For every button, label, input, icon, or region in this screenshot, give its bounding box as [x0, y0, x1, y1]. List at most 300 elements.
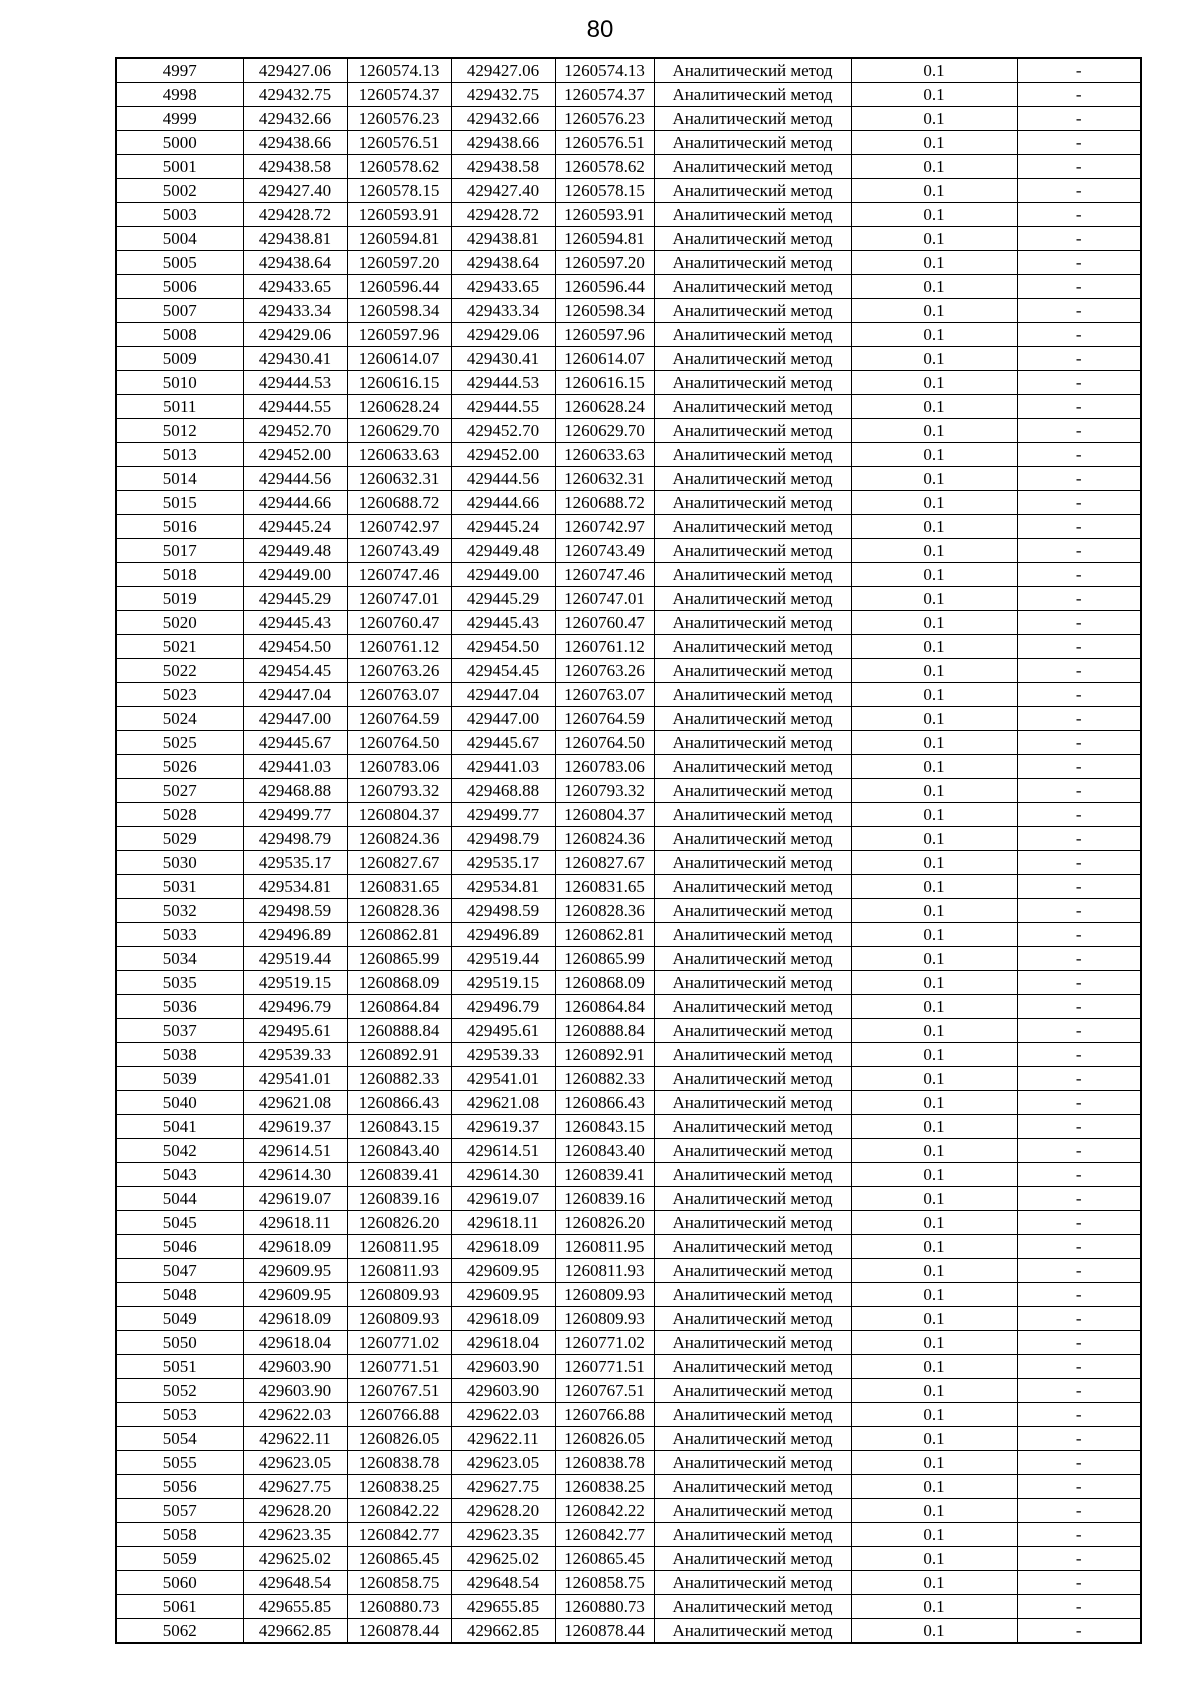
note-cell: -	[1017, 1571, 1141, 1595]
accuracy-cell: 0.1	[851, 1595, 1017, 1619]
y-coordinate-cell: 1260824.36	[555, 827, 654, 851]
coordinates-table	[115, 57, 1142, 1644]
x-coordinate-cell: 429541.01	[243, 1067, 347, 1091]
note-cell: -	[1017, 659, 1141, 683]
y-coordinate-cell: 1260771.02	[555, 1331, 654, 1355]
method-cell: Аналитический метод	[654, 971, 851, 995]
note-cell: -	[1017, 539, 1141, 563]
accuracy-cell: 0.1	[851, 1499, 1017, 1523]
method-cell: Аналитический метод	[654, 155, 851, 179]
point-number-cell: 5010	[116, 371, 243, 395]
note-cell: -	[1017, 635, 1141, 659]
table-row	[116, 1499, 1141, 1523]
table-row	[116, 83, 1141, 107]
y-coordinate-cell: 1260763.07	[555, 683, 654, 707]
x-coordinate-cell: 429535.17	[243, 851, 347, 875]
note-cell: -	[1017, 1139, 1141, 1163]
x-coordinate-cell: 429609.95	[243, 1259, 347, 1283]
table-row	[116, 1043, 1141, 1067]
point-number-cell: 5006	[116, 275, 243, 299]
point-number-cell: 5007	[116, 299, 243, 323]
table-row	[116, 1307, 1141, 1331]
y-coordinate-cell: 1260597.20	[347, 251, 451, 275]
y-coordinate-cell: 1260594.81	[555, 227, 654, 251]
y-coordinate-cell: 1260804.37	[555, 803, 654, 827]
accuracy-cell: 0.1	[851, 83, 1017, 107]
y-coordinate-cell: 1260764.59	[347, 707, 451, 731]
x-coordinate-cell: 429432.66	[243, 107, 347, 131]
x-coordinate-cell: 429619.37	[243, 1115, 347, 1139]
x-coordinate-cell: 429430.41	[243, 347, 347, 371]
accuracy-cell: 0.1	[851, 1283, 1017, 1307]
x-coordinate-cell: 429428.72	[243, 203, 347, 227]
x-coordinate-cell: 429429.06	[451, 323, 555, 347]
x-coordinate-cell: 429454.45	[243, 659, 347, 683]
point-number-cell: 5032	[116, 899, 243, 923]
table-row	[116, 731, 1141, 755]
accuracy-cell: 0.1	[851, 107, 1017, 131]
table-row	[116, 1523, 1141, 1547]
y-coordinate-cell: 1260827.67	[347, 851, 451, 875]
method-cell: Аналитический метод	[654, 1043, 851, 1067]
y-coordinate-cell: 1260811.95	[555, 1235, 654, 1259]
y-coordinate-cell: 1260761.12	[555, 635, 654, 659]
accuracy-cell: 0.1	[851, 1187, 1017, 1211]
note-cell: -	[1017, 827, 1141, 851]
table-row	[116, 1475, 1141, 1499]
point-number-cell: 5027	[116, 779, 243, 803]
y-coordinate-cell: 1260628.24	[555, 395, 654, 419]
table-row	[116, 395, 1141, 419]
accuracy-cell: 0.1	[851, 1523, 1017, 1547]
point-number-cell: 5035	[116, 971, 243, 995]
page-number: 80	[586, 16, 614, 43]
x-coordinate-cell: 429622.03	[243, 1403, 347, 1427]
x-coordinate-cell: 429539.33	[243, 1043, 347, 1067]
table-row	[116, 1259, 1141, 1283]
point-number-cell: 5047	[116, 1259, 243, 1283]
point-number-cell: 5012	[116, 419, 243, 443]
y-coordinate-cell: 1260616.15	[347, 371, 451, 395]
method-cell: Аналитический метод	[654, 1163, 851, 1187]
y-coordinate-cell: 1260811.93	[555, 1259, 654, 1283]
y-coordinate-cell: 1260858.75	[555, 1571, 654, 1595]
x-coordinate-cell: 429452.00	[451, 443, 555, 467]
x-coordinate-cell: 429496.79	[243, 995, 347, 1019]
y-coordinate-cell: 1260771.02	[347, 1331, 451, 1355]
point-number-cell: 5024	[116, 707, 243, 731]
x-coordinate-cell: 429445.29	[243, 587, 347, 611]
point-number-cell: 5036	[116, 995, 243, 1019]
y-coordinate-cell: 1260839.16	[555, 1187, 654, 1211]
note-cell: -	[1017, 1091, 1141, 1115]
point-number-cell: 5055	[116, 1451, 243, 1475]
note-cell: -	[1017, 563, 1141, 587]
point-number-cell: 5051	[116, 1355, 243, 1379]
point-number-cell: 5058	[116, 1523, 243, 1547]
note-cell: -	[1017, 1235, 1141, 1259]
note-cell: -	[1017, 1259, 1141, 1283]
table-row	[116, 875, 1141, 899]
y-coordinate-cell: 1260632.31	[555, 467, 654, 491]
note-cell: -	[1017, 83, 1141, 107]
method-cell: Аналитический метод	[654, 707, 851, 731]
y-coordinate-cell: 1260866.43	[555, 1091, 654, 1115]
x-coordinate-cell: 429622.11	[451, 1427, 555, 1451]
method-cell: Аналитический метод	[654, 107, 851, 131]
method-cell: Аналитический метод	[654, 635, 851, 659]
y-coordinate-cell: 1260594.81	[347, 227, 451, 251]
y-coordinate-cell: 1260882.33	[555, 1067, 654, 1091]
accuracy-cell: 0.1	[851, 1331, 1017, 1355]
x-coordinate-cell: 429427.40	[451, 179, 555, 203]
point-number-cell: 5045	[116, 1211, 243, 1235]
method-cell: Аналитический метод	[654, 1499, 851, 1523]
x-coordinate-cell: 429618.09	[451, 1235, 555, 1259]
method-cell: Аналитический метод	[654, 683, 851, 707]
y-coordinate-cell: 1260764.50	[347, 731, 451, 755]
method-cell: Аналитический метод	[654, 1259, 851, 1283]
method-cell: Аналитический метод	[654, 563, 851, 587]
x-coordinate-cell: 429618.04	[451, 1331, 555, 1355]
x-coordinate-cell: 429449.00	[243, 563, 347, 587]
accuracy-cell: 0.1	[851, 1067, 1017, 1091]
x-coordinate-cell: 429623.35	[451, 1523, 555, 1547]
y-coordinate-cell: 1260763.26	[555, 659, 654, 683]
method-cell: Аналитический метод	[654, 539, 851, 563]
note-cell: -	[1017, 1355, 1141, 1379]
x-coordinate-cell: 429619.07	[243, 1187, 347, 1211]
y-coordinate-cell: 1260576.23	[347, 107, 451, 131]
table-row	[116, 107, 1141, 131]
y-coordinate-cell: 1260793.32	[347, 779, 451, 803]
accuracy-cell: 0.1	[851, 299, 1017, 323]
y-coordinate-cell: 1260882.33	[347, 1067, 451, 1091]
x-coordinate-cell: 429618.11	[451, 1211, 555, 1235]
accuracy-cell: 0.1	[851, 1019, 1017, 1043]
y-coordinate-cell: 1260843.15	[555, 1115, 654, 1139]
y-coordinate-cell: 1260839.16	[347, 1187, 451, 1211]
x-coordinate-cell: 429618.11	[243, 1211, 347, 1235]
y-coordinate-cell: 1260578.62	[555, 155, 654, 179]
method-cell: Аналитический метод	[654, 419, 851, 443]
table-row	[116, 467, 1141, 491]
accuracy-cell: 0.1	[851, 851, 1017, 875]
x-coordinate-cell: 429619.07	[451, 1187, 555, 1211]
y-coordinate-cell: 1260766.88	[555, 1403, 654, 1427]
accuracy-cell: 0.1	[851, 155, 1017, 179]
table-row	[116, 779, 1141, 803]
x-coordinate-cell: 429438.66	[243, 131, 347, 155]
table-row	[116, 371, 1141, 395]
y-coordinate-cell: 1260783.06	[347, 755, 451, 779]
table-row	[116, 58, 1141, 83]
x-coordinate-cell: 429427.06	[451, 58, 555, 83]
x-coordinate-cell: 429628.20	[243, 1499, 347, 1523]
x-coordinate-cell: 429623.05	[243, 1451, 347, 1475]
accuracy-cell: 0.1	[851, 779, 1017, 803]
y-coordinate-cell: 1260597.96	[347, 323, 451, 347]
y-coordinate-cell: 1260629.70	[347, 419, 451, 443]
accuracy-cell: 0.1	[851, 323, 1017, 347]
method-cell: Аналитический метод	[654, 611, 851, 635]
y-coordinate-cell: 1260793.32	[555, 779, 654, 803]
point-number-cell: 5049	[116, 1307, 243, 1331]
x-coordinate-cell: 429609.95	[451, 1259, 555, 1283]
y-coordinate-cell: 1260828.36	[555, 899, 654, 923]
method-cell: Аналитический метод	[654, 203, 851, 227]
point-number-cell: 5053	[116, 1403, 243, 1427]
table-row	[116, 515, 1141, 539]
accuracy-cell: 0.1	[851, 1403, 1017, 1427]
note-cell: -	[1017, 467, 1141, 491]
y-coordinate-cell: 1260824.36	[347, 827, 451, 851]
y-coordinate-cell: 1260809.93	[347, 1307, 451, 1331]
x-coordinate-cell: 429452.00	[243, 443, 347, 467]
accuracy-cell: 0.1	[851, 1355, 1017, 1379]
point-number-cell: 5018	[116, 563, 243, 587]
x-coordinate-cell: 429432.66	[451, 107, 555, 131]
table-row	[116, 275, 1141, 299]
point-number-cell: 5060	[116, 1571, 243, 1595]
accuracy-cell: 0.1	[851, 1475, 1017, 1499]
accuracy-cell: 0.1	[851, 947, 1017, 971]
y-coordinate-cell: 1260747.46	[347, 563, 451, 587]
y-coordinate-cell: 1260633.63	[555, 443, 654, 467]
y-coordinate-cell: 1260864.84	[347, 995, 451, 1019]
x-coordinate-cell: 429468.88	[451, 779, 555, 803]
table-row	[116, 851, 1141, 875]
table-row	[116, 227, 1141, 251]
y-coordinate-cell: 1260842.22	[555, 1499, 654, 1523]
table-row	[116, 803, 1141, 827]
x-coordinate-cell: 429449.48	[243, 539, 347, 563]
note-cell: -	[1017, 515, 1141, 539]
note-cell: -	[1017, 803, 1141, 827]
y-coordinate-cell: 1260764.50	[555, 731, 654, 755]
x-coordinate-cell: 429603.90	[451, 1355, 555, 1379]
method-cell: Аналитический метод	[654, 1307, 851, 1331]
y-coordinate-cell: 1260864.84	[555, 995, 654, 1019]
table-row	[116, 491, 1141, 515]
note-cell: -	[1017, 1523, 1141, 1547]
y-coordinate-cell: 1260597.96	[555, 323, 654, 347]
y-coordinate-cell: 1260880.73	[347, 1595, 451, 1619]
accuracy-cell: 0.1	[851, 1571, 1017, 1595]
method-cell: Аналитический метод	[654, 1115, 851, 1139]
x-coordinate-cell: 429449.48	[451, 539, 555, 563]
point-number-cell: 5057	[116, 1499, 243, 1523]
method-cell: Аналитический метод	[654, 755, 851, 779]
point-number-cell: 5023	[116, 683, 243, 707]
note-cell: -	[1017, 491, 1141, 515]
table-row	[116, 587, 1141, 611]
table-row	[116, 1571, 1141, 1595]
x-coordinate-cell: 429609.95	[243, 1283, 347, 1307]
accuracy-cell: 0.1	[851, 227, 1017, 251]
accuracy-cell: 0.1	[851, 995, 1017, 1019]
x-coordinate-cell: 429445.29	[451, 587, 555, 611]
point-number-cell: 5043	[116, 1163, 243, 1187]
accuracy-cell: 0.1	[851, 635, 1017, 659]
y-coordinate-cell: 1260763.26	[347, 659, 451, 683]
table-body	[116, 58, 1141, 1643]
note-cell: -	[1017, 1451, 1141, 1475]
x-coordinate-cell: 429655.85	[451, 1595, 555, 1619]
x-coordinate-cell: 429441.03	[451, 755, 555, 779]
table-row	[116, 1139, 1141, 1163]
table-row	[116, 1355, 1141, 1379]
x-coordinate-cell: 429519.44	[243, 947, 347, 971]
y-coordinate-cell: 1260598.34	[347, 299, 451, 323]
method-cell: Аналитический метод	[654, 875, 851, 899]
table-row	[116, 1547, 1141, 1571]
y-coordinate-cell: 1260828.36	[347, 899, 451, 923]
accuracy-cell: 0.1	[851, 1139, 1017, 1163]
x-coordinate-cell: 429495.61	[243, 1019, 347, 1043]
accuracy-cell: 0.1	[851, 683, 1017, 707]
accuracy-cell: 0.1	[851, 203, 1017, 227]
x-coordinate-cell: 429430.41	[451, 347, 555, 371]
y-coordinate-cell: 1260843.40	[347, 1139, 451, 1163]
point-number-cell: 5002	[116, 179, 243, 203]
x-coordinate-cell: 429648.54	[243, 1571, 347, 1595]
x-coordinate-cell: 429452.70	[451, 419, 555, 443]
y-coordinate-cell: 1260576.51	[555, 131, 654, 155]
table-row	[116, 1619, 1141, 1644]
table-row	[116, 1163, 1141, 1187]
accuracy-cell: 0.1	[851, 1043, 1017, 1067]
y-coordinate-cell: 1260688.72	[555, 491, 654, 515]
y-coordinate-cell: 1260783.06	[555, 755, 654, 779]
x-coordinate-cell: 429445.43	[243, 611, 347, 635]
table-row	[116, 923, 1141, 947]
method-cell: Аналитический метод	[654, 443, 851, 467]
y-coordinate-cell: 1260892.91	[555, 1043, 654, 1067]
accuracy-cell: 0.1	[851, 251, 1017, 275]
note-cell: -	[1017, 107, 1141, 131]
y-coordinate-cell: 1260688.72	[347, 491, 451, 515]
y-coordinate-cell: 1260866.43	[347, 1091, 451, 1115]
x-coordinate-cell: 429447.00	[451, 707, 555, 731]
point-number-cell: 5008	[116, 323, 243, 347]
y-coordinate-cell: 1260826.20	[555, 1211, 654, 1235]
y-coordinate-cell: 1260578.15	[555, 179, 654, 203]
y-coordinate-cell: 1260826.20	[347, 1211, 451, 1235]
y-coordinate-cell: 1260843.15	[347, 1115, 451, 1139]
table-row	[116, 347, 1141, 371]
accuracy-cell: 0.1	[851, 467, 1017, 491]
table-row	[116, 1331, 1141, 1355]
y-coordinate-cell: 1260809.93	[555, 1283, 654, 1307]
method-cell: Аналитический метод	[654, 347, 851, 371]
y-coordinate-cell: 1260842.22	[347, 1499, 451, 1523]
point-number-cell: 5050	[116, 1331, 243, 1355]
method-cell: Аналитический метод	[654, 1547, 851, 1571]
note-cell: -	[1017, 395, 1141, 419]
y-coordinate-cell: 1260596.44	[555, 275, 654, 299]
x-coordinate-cell: 429539.33	[451, 1043, 555, 1067]
accuracy-cell: 0.1	[851, 971, 1017, 995]
x-coordinate-cell: 429541.01	[451, 1067, 555, 1091]
point-number-cell: 5025	[116, 731, 243, 755]
y-coordinate-cell: 1260597.20	[555, 251, 654, 275]
point-number-cell: 5020	[116, 611, 243, 635]
note-cell: -	[1017, 611, 1141, 635]
accuracy-cell: 0.1	[851, 347, 1017, 371]
accuracy-cell: 0.1	[851, 58, 1017, 83]
x-coordinate-cell: 429441.03	[243, 755, 347, 779]
y-coordinate-cell: 1260838.25	[347, 1475, 451, 1499]
accuracy-cell: 0.1	[851, 707, 1017, 731]
y-coordinate-cell: 1260839.41	[347, 1163, 451, 1187]
y-coordinate-cell: 1260598.34	[555, 299, 654, 323]
method-cell: Аналитический метод	[654, 1523, 851, 1547]
accuracy-cell: 0.1	[851, 827, 1017, 851]
method-cell: Аналитический метод	[654, 827, 851, 851]
point-number-cell: 5044	[116, 1187, 243, 1211]
y-coordinate-cell: 1260831.65	[555, 875, 654, 899]
x-coordinate-cell: 429445.43	[451, 611, 555, 635]
x-coordinate-cell: 429444.55	[243, 395, 347, 419]
table-row	[116, 1403, 1141, 1427]
note-cell: -	[1017, 323, 1141, 347]
point-number-cell: 5001	[116, 155, 243, 179]
y-coordinate-cell: 1260761.12	[347, 635, 451, 659]
y-coordinate-cell: 1260763.07	[347, 683, 451, 707]
point-number-cell: 5003	[116, 203, 243, 227]
x-coordinate-cell: 429618.09	[243, 1235, 347, 1259]
method-cell: Аналитический метод	[654, 275, 851, 299]
accuracy-cell: 0.1	[851, 1379, 1017, 1403]
accuracy-cell: 0.1	[851, 443, 1017, 467]
x-coordinate-cell: 429454.50	[243, 635, 347, 659]
accuracy-cell: 0.1	[851, 491, 1017, 515]
x-coordinate-cell: 429438.58	[451, 155, 555, 179]
accuracy-cell: 0.1	[851, 1307, 1017, 1331]
note-cell: -	[1017, 299, 1141, 323]
method-cell: Аналитический метод	[654, 491, 851, 515]
note-cell: -	[1017, 899, 1141, 923]
table-row	[116, 299, 1141, 323]
y-coordinate-cell: 1260633.63	[347, 443, 451, 467]
x-coordinate-cell: 429454.50	[451, 635, 555, 659]
method-cell: Аналитический метод	[654, 251, 851, 275]
note-cell: -	[1017, 707, 1141, 731]
x-coordinate-cell: 429496.89	[243, 923, 347, 947]
x-coordinate-cell: 429535.17	[451, 851, 555, 875]
y-coordinate-cell: 1260747.01	[555, 587, 654, 611]
table-row	[116, 419, 1141, 443]
y-coordinate-cell: 1260574.13	[555, 58, 654, 83]
note-cell: -	[1017, 131, 1141, 155]
table-row	[116, 443, 1141, 467]
table-row	[116, 611, 1141, 635]
x-coordinate-cell: 429496.89	[451, 923, 555, 947]
accuracy-cell: 0.1	[851, 131, 1017, 155]
x-coordinate-cell: 429449.00	[451, 563, 555, 587]
x-coordinate-cell: 429618.09	[451, 1307, 555, 1331]
x-coordinate-cell: 429445.67	[243, 731, 347, 755]
method-cell: Аналитический метод	[654, 1451, 851, 1475]
y-coordinate-cell: 1260838.78	[347, 1451, 451, 1475]
y-coordinate-cell: 1260747.46	[555, 563, 654, 587]
point-number-cell: 5019	[116, 587, 243, 611]
y-coordinate-cell: 1260771.51	[347, 1355, 451, 1379]
point-number-cell: 5017	[116, 539, 243, 563]
table-row	[116, 539, 1141, 563]
accuracy-cell: 0.1	[851, 419, 1017, 443]
